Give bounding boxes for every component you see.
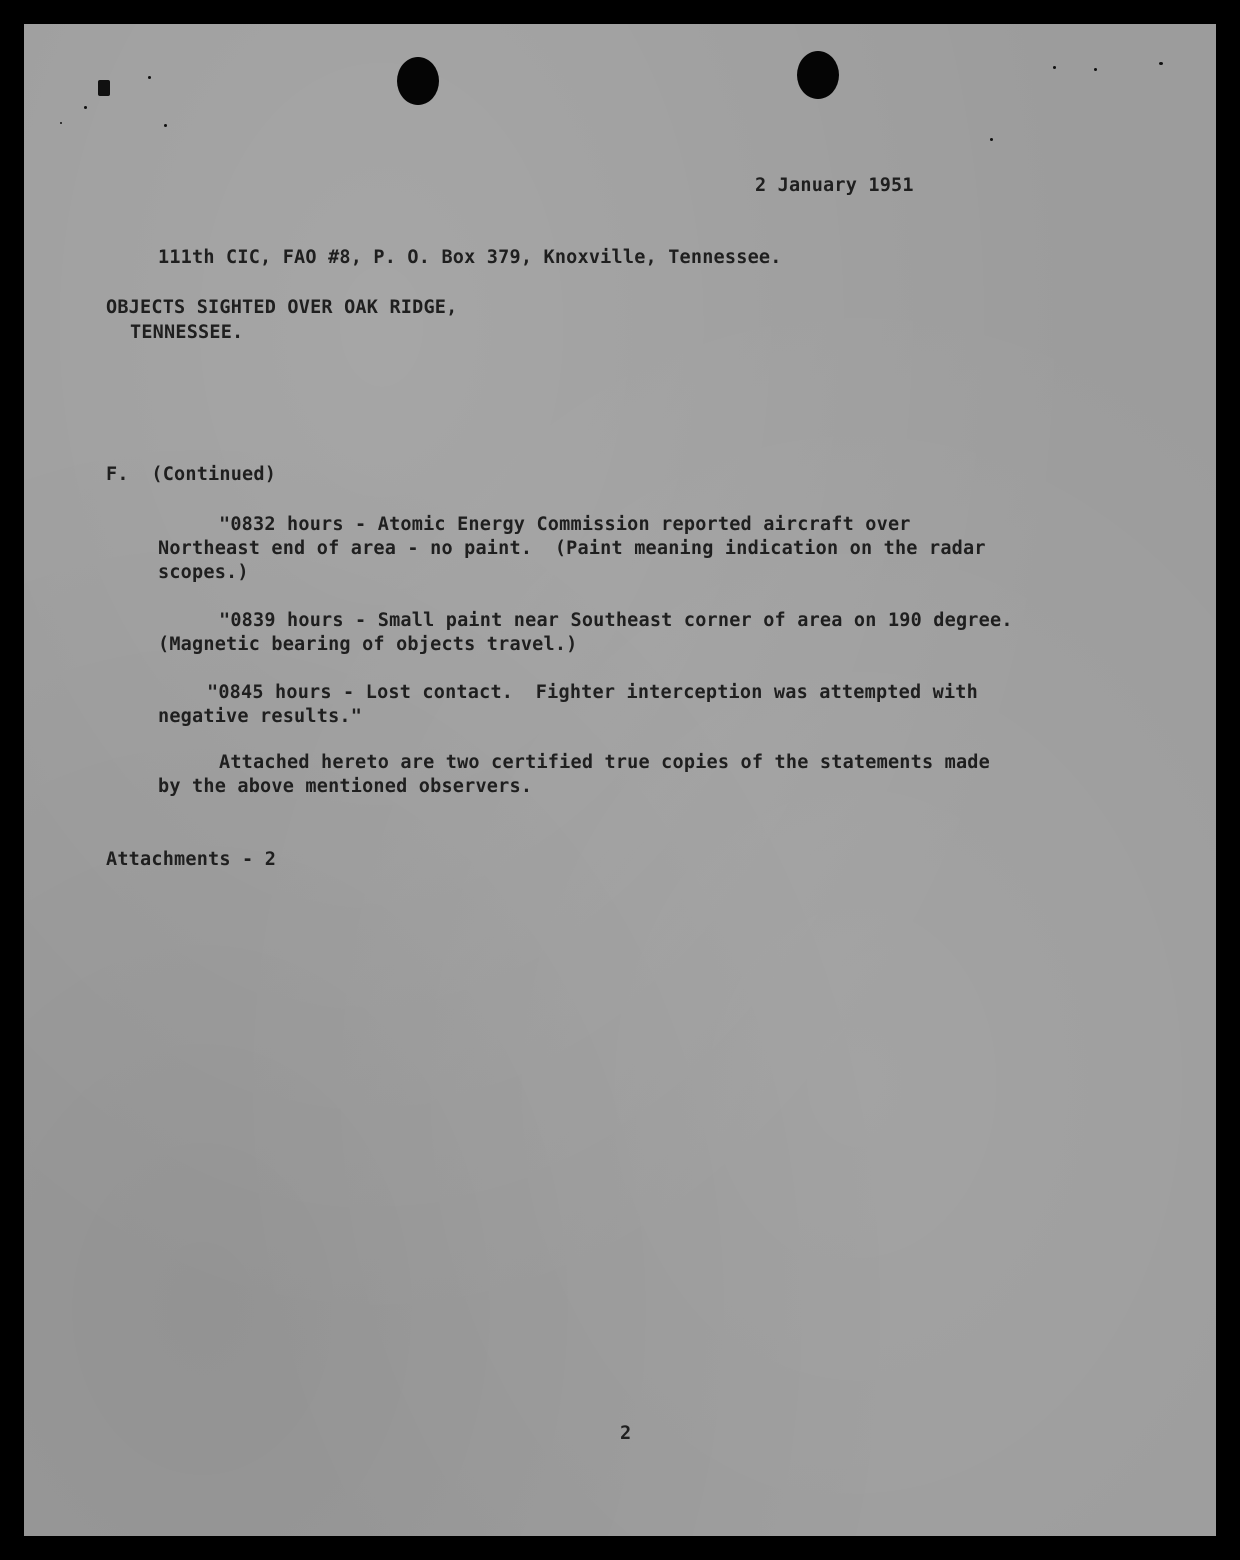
attachments-line: Attachments - 2 [106,849,277,870]
para1-line3: scopes.) [158,562,249,583]
scan-speck [1159,62,1163,65]
from-line: 111th CIC, FAO #8, P. O. Box 379, Knoxville, Tennessee. [158,247,782,268]
scan-speck [60,122,62,124]
scan-speck [1094,68,1097,71]
para1-line1: "0832 hours - Atomic Energy Commission reported aircraft over [219,514,911,535]
document-date: 2 January 1951 [755,175,914,196]
para3-line2: negative results." [158,706,363,727]
para2-line2: (Magnetic bearing of objects travel.) [158,634,578,655]
punch-hole-right [797,51,839,99]
subject-line-1: OBJECTS SIGHTED OVER OAK RIDGE, [106,297,458,318]
para3-line1: "0845 hours - Lost contact. Fighter interception was attempted with [207,682,978,703]
para2-line1: "0839 hours - Small paint near Southeast corner of area on 190 degree. [219,610,1013,631]
scan-speck [1053,66,1056,69]
section-heading: F. (Continued) [106,464,277,485]
scan-speck [148,76,151,79]
scan-speck [84,106,87,109]
page-number: 2 [620,1423,632,1444]
scan-speck [164,124,167,127]
subject-line-2: TENNESSEE. [130,322,244,343]
para4-line2: by the above mentioned observers. [158,776,533,797]
punch-hole-left [397,57,439,105]
para1-line2: Northeast end of area - no paint. (Paint meaning indication on the radar [158,538,986,559]
para4-line1: Attached hereto are two certified true copies of the statements made [219,752,990,773]
scan-speck [990,138,993,141]
scan-mark [98,80,110,96]
document-page [24,24,1216,1536]
